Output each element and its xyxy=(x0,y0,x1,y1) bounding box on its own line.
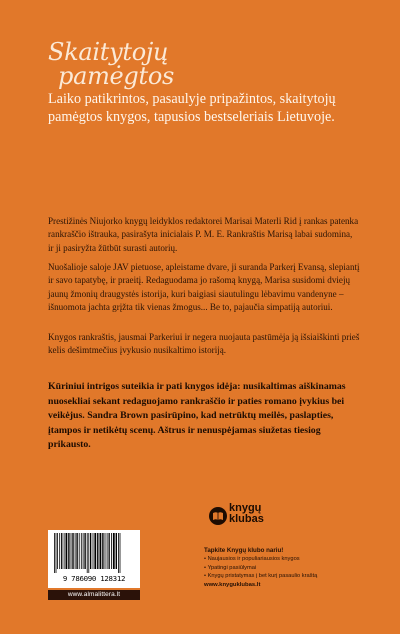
barcode-bar xyxy=(75,533,76,569)
list-item: • Ypatingi pasiūlymai xyxy=(204,564,344,573)
barcode-bar xyxy=(83,533,84,569)
series-brand-line-2: pamėgtos xyxy=(58,62,175,90)
club-title: Tapkite Knygų klubo nariu! xyxy=(204,547,284,554)
club-logo-line-1: knygų xyxy=(229,502,262,514)
barcode-bar xyxy=(118,533,119,573)
blurb-highlight: Kūriniui intrigos suteikia ir pati knygos idėja: nusikaltimas aiškinamas nuosekliai sekant redaguojamo rankraščio ir paties romano įvykius bei veikėjus. Sandra Brown pasirūpino, kad netrūktų meilės, paslapties, įtampos ir netikėtų scenų. Aštrus ir nenuspėjamas siužetas tiesiog prikausto. xyxy=(48,381,346,451)
barcode-bar xyxy=(64,533,65,569)
barcode-bar xyxy=(113,533,115,569)
barcode-bar xyxy=(71,533,72,569)
barcode-bar xyxy=(57,533,58,569)
barcode-bar xyxy=(120,533,121,573)
barcode-bar xyxy=(56,533,57,573)
club-benefits-list xyxy=(204,555,344,581)
barcode-bar xyxy=(97,533,98,569)
barcode-bar xyxy=(66,533,68,569)
barcode-bar xyxy=(87,533,88,573)
knygu-klubas-logo xyxy=(208,503,268,529)
list-item: • Knygų pristatymas į bet kurį pasaulio kraštą xyxy=(204,572,344,581)
barcode-bar xyxy=(79,533,80,569)
barcode-bar xyxy=(105,533,106,569)
barcode-bar xyxy=(93,533,94,569)
publisher-url[interactable]: www.almalittera.lt xyxy=(48,590,140,600)
barcode-bar xyxy=(111,533,112,569)
barcode-graphic xyxy=(52,533,136,573)
blurb-paragraph-1: Prestižinės Niujorko knygų leidyklos redaktorei Marisai Materli Rid į rankas patenka rankraščio ištrauka, pasirašyta inicialais P. M. E. Rankraštis Marisą labai sudomina, ir ji pasiryžta žūtbūt surasti autorių. xyxy=(48,216,359,253)
barcode-bar xyxy=(107,533,108,569)
club-logo-line-2: klubas xyxy=(229,513,264,525)
barcode-bar xyxy=(81,533,82,569)
barcode-bar xyxy=(100,533,102,569)
barcode-bar xyxy=(59,533,60,569)
barcode-bar xyxy=(90,533,91,569)
club-logo-text xyxy=(229,503,269,525)
blurb-paragraph-2: Nuošalioje saloje JAV pietuose, apleistame dvare, ji suranda Parkerį Evansą, slepiantį ir savo tapatybę, ir praeitį. Redaguodama jo rašomą knygą, Marisa susidomi dviejų jaunų žmonių draugystės istorija, kuri baigiasi siautulingu lėbavimu vandenyne – išnuomota jachta grįžta tik vienas žmogus... Be to, pajaučia simpatiją autoriui. xyxy=(48,262,360,313)
series-brand-line-1: Skaitytojų xyxy=(48,38,169,66)
club-info xyxy=(204,546,344,590)
barcode-bar xyxy=(84,533,85,569)
barcode-bar xyxy=(54,533,55,573)
series-tagline: Laiko patikrintos, pasaulyje pripažintos, skaitytojų pamėgtos knygos, tapusios bestseleriais Lietuvoje. xyxy=(48,91,336,125)
isbn-digits: 9 786090 128312 xyxy=(62,574,126,583)
isbn-barcode xyxy=(48,530,140,588)
club-website[interactable]: www.knyguklubas.lt xyxy=(204,581,261,588)
barcode-bar xyxy=(116,533,117,569)
barcode-bar xyxy=(68,533,69,569)
barcode-bar xyxy=(102,533,103,569)
barcode-bar xyxy=(88,533,89,573)
series-brand xyxy=(48,40,308,88)
barcode-bar xyxy=(76,533,77,569)
barcode-bar xyxy=(109,533,110,569)
barcode-bar xyxy=(72,533,73,569)
open-book-icon xyxy=(208,506,228,526)
list-item: • Naujausios ir populiariausios knygos xyxy=(204,555,344,564)
barcode-bar xyxy=(94,533,96,569)
blurb-paragraph-3: Knygos rankraštis, jausmai Parkeriui ir negera nuojauta pastūmėja ją išsiaiškinti prieš kelis dešimtmečius įvykusio nusikaltimo istoriją. xyxy=(48,332,360,356)
barcode-bar xyxy=(61,533,62,569)
